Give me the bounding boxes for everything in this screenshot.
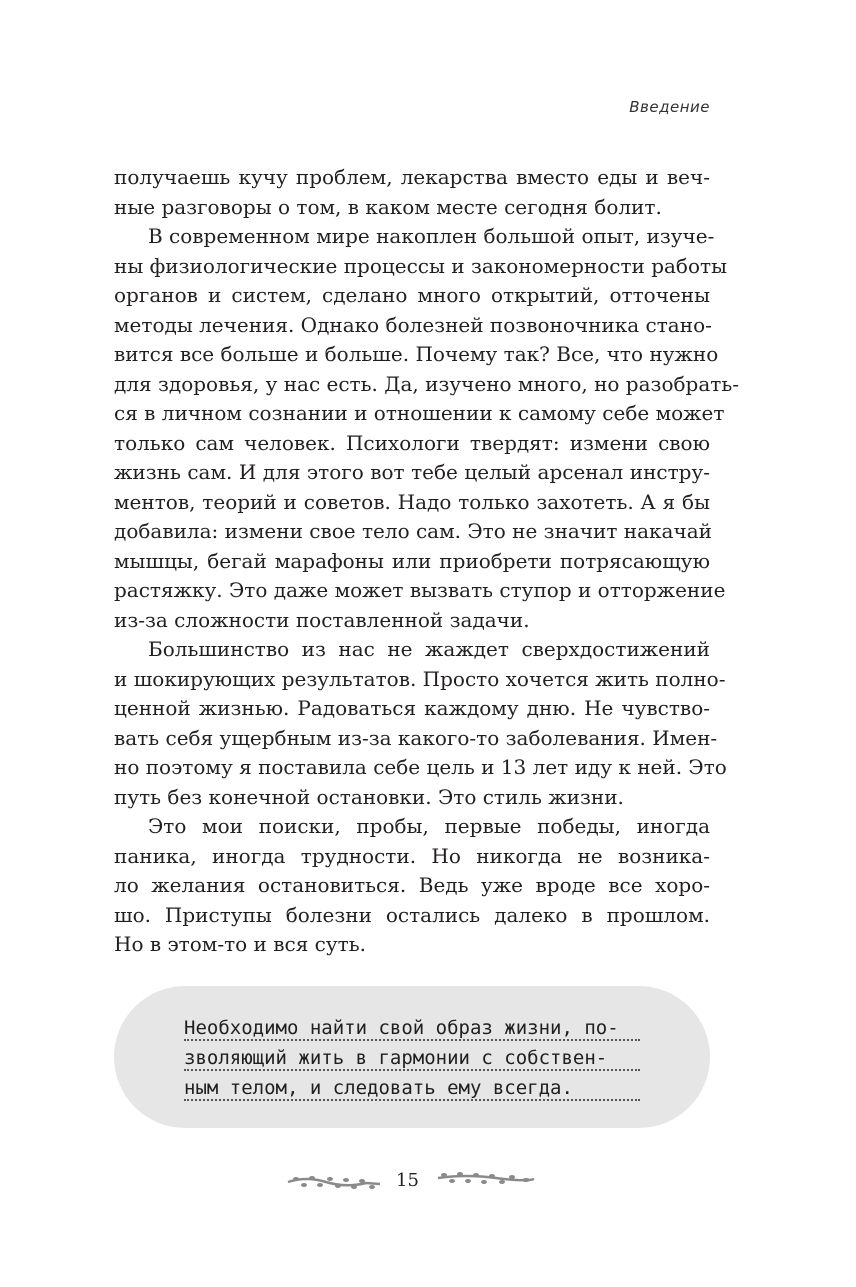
- text-line: органов и систем, сделано много открытий, отточены: [114, 283, 710, 307]
- leaf-vine-ornament-right-icon: [436, 1170, 536, 1190]
- text-line: ны физиологические процессы и закономерности работы: [114, 253, 727, 278]
- text-line: из-за сложности поставленной задачи.: [114, 607, 530, 632]
- text-line: ся в личном сознании и отношении к самому себе может: [114, 401, 725, 425]
- body-text: [114, 163, 739, 960]
- text-line: вать себя ущербным из-за какого-то заболевания. Имен-: [114, 725, 718, 750]
- text-line: ценной жизнью. Радоваться каждому дню. Не чувство-: [114, 696, 710, 720]
- running-head: Введение: [629, 98, 710, 116]
- quote-callout: [114, 986, 710, 1128]
- text-line: вится все больше и больше. Почему так? Все, что нужно: [114, 342, 719, 366]
- leaf-vine-ornament-left-icon: [286, 1170, 382, 1194]
- text-line: только сам человек. Психологи твердят: измени свою: [114, 430, 710, 455]
- text-line: ментов, теорий и советов. Надо только захотеть. А я бы: [114, 489, 710, 514]
- page-footer: [0, 1170, 856, 1200]
- callout-line: зволяющий жить в гармонии с собствен-: [184, 1044, 640, 1071]
- text-line: получаешь кучу проблем, лекарства вместо еды и веч-: [114, 165, 710, 189]
- text-line: Но в этом-то и вся суть.: [114, 932, 366, 956]
- text-line: ные разговоры о том, в каком месте сегодня болит.: [114, 194, 662, 219]
- text-line: мышцы, бегай марафоны или приобрети потрясающую: [114, 548, 710, 573]
- text-line: для здоровья, у нас есть. Да, изучено много, но разобрать-: [114, 371, 739, 396]
- text-line: но поэтому я поставила себе цель и 13 лет иду к ней. Это: [114, 755, 727, 779]
- text-line: путь без конечной остановки. Это стиль жизни.: [114, 784, 624, 809]
- text-line: добавила: измени свое тело сам. Это не значит накачай: [114, 519, 712, 543]
- callout-text: [184, 1014, 640, 1104]
- page-number: 15: [396, 1170, 419, 1191]
- callout-line: ным телом, и следовать ему всегда.: [184, 1074, 640, 1101]
- text-line: паника, иногда трудности. Но никогда не возника-: [114, 843, 710, 868]
- text-line: шо. Приступы болезни остались далеко в прошлом.: [114, 902, 710, 927]
- text-line: ло желания остановиться. Ведь уже вроде все хоро-: [114, 873, 710, 897]
- text-line: и шокирующих результатов. Просто хочется жить полно-: [114, 666, 726, 691]
- callout-line: Необходимо найти свой образ жизни, по-: [184, 1014, 640, 1041]
- text-line: Это мои поиски, пробы, первые победы, иногда: [148, 814, 710, 838]
- text-line: растяжку. Это даже может вызвать ступор и отторжение: [114, 578, 726, 602]
- text-line: Большинство из нас не жаждет сверхдостижений: [148, 637, 710, 661]
- text-line: В современном мире накоплен большой опыт, изуче-: [148, 224, 715, 248]
- text-line: жизнь сам. И для этого вот тебе целый арсенал инстру-: [114, 460, 710, 484]
- text-line: методы лечения. Однако болезней позвоночника стано-: [114, 312, 712, 337]
